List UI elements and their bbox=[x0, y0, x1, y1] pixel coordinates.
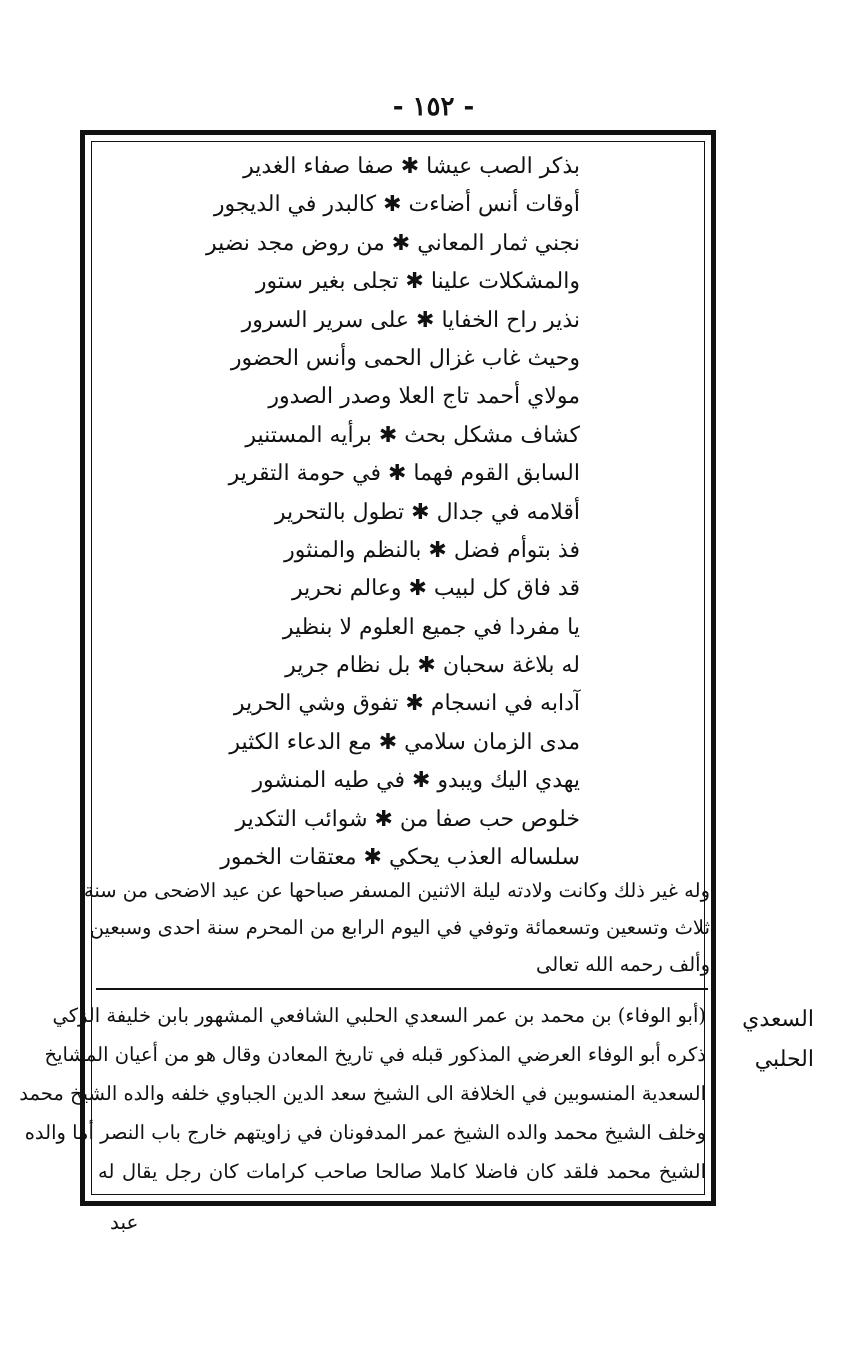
catchword: عبد bbox=[110, 1210, 139, 1234]
verse-line: وحيث غاب غزال الحمى وأنس الحضور bbox=[230, 345, 580, 371]
verse-line: نذير راح الخفايا ✱ على سرير السرور bbox=[241, 307, 580, 333]
margin-note-line: السعدي bbox=[742, 1007, 814, 1032]
verse-line: آدابه في انسجام ✱ تفوق وشي الحرير bbox=[233, 691, 580, 717]
verse-line: أوقات أنس أضاءت ✱ كالبدر في الديجور bbox=[213, 192, 580, 218]
verse-line: سلساله العذب يحكي ✱ معتقات الخمور bbox=[220, 845, 580, 871]
margin-note-line: الحلبي bbox=[754, 1047, 814, 1072]
entry-line: وخلف الشيخ محمد والده الشيخ عمر المدفونان في زاويتهم خارج باب النصر أما والده bbox=[24, 1121, 706, 1144]
verse-line: يا مفردا في جميع العلوم لا بنظير bbox=[282, 614, 580, 640]
biography-entry bbox=[19, 996, 706, 1191]
verse-line: أقلامه في جدال ✱ تطول بالتحرير bbox=[274, 499, 580, 525]
prose-line: وألف رحمه الله تعالى bbox=[536, 953, 710, 976]
entry-line: ذكره أبو الوفاء العرضي المذكور قبله في تاريخ المعادن وقال هو من أعيان المشايخ bbox=[44, 1043, 706, 1066]
verse-line: السابق القوم فهما ✱ في حومة التقرير bbox=[228, 461, 580, 487]
verse-line: له بلاغة سحبان ✱ بل نظام جرير bbox=[285, 653, 580, 679]
page-number: - ١٥٢ - bbox=[392, 92, 475, 122]
section-divider bbox=[96, 988, 708, 990]
verse-line: يهدي اليك ويبدو ✱ في طيه المنشور bbox=[252, 768, 580, 794]
entry-line: الشيخ محمد فلقد كان فاضلا كاملا صالحا صاحب كرامات كان رجل يقال له bbox=[98, 1160, 706, 1183]
poem-verses bbox=[205, 148, 580, 877]
entry-line: (أبو الوفاء) بن محمد بن عمر السعدي الحلبي الشافعي المشهور بابن خليفة الزكي bbox=[52, 1004, 706, 1027]
verse-line: قد فاق كل لبيب ✱ وعالم نحرير bbox=[292, 576, 580, 602]
verse-line: بذكر الصب عيشا ✱ صفا صفاء الغدير bbox=[243, 154, 580, 179]
verse-line: فذ بتوأم فضل ✱ بالنظم والمنثور bbox=[284, 537, 580, 563]
prose-line: ثلاث وتسعين وتسعمائة وتوفي في اليوم الرابع من المحرم سنة احدى وسبعين bbox=[89, 916, 710, 939]
verse-line: مدى الزمان سلامي ✱ مع الدعاء الكثير bbox=[229, 729, 580, 755]
verse-line: نجني ثمار المعاني ✱ من روض مجد نضير bbox=[205, 230, 580, 256]
verse-line: كشاف مشكل بحث ✱ برأيه المستنير bbox=[245, 422, 580, 448]
margin-note bbox=[724, 1000, 814, 1080]
verse-line: مولاي أحمد تاج العلا وصدر الصدور bbox=[268, 384, 580, 410]
verse-line: والمشكلات علينا ✱ تجلى بغير ستور bbox=[255, 269, 580, 295]
biography-closing-paragraph bbox=[83, 872, 710, 983]
prose-line: وله غير ذلك وكانت ولادته ليلة الاثنين المسفر صباحها عن عيد الاضحى من سنة bbox=[83, 879, 710, 902]
verse-line: خلوص حب صفا من ✱ شوائب التكدير bbox=[235, 806, 580, 832]
entry-line: السعدية المنسوبين في الخلافة الى الشيخ سعد الدين الجباوي خلفه والده الشيخ محمد bbox=[19, 1082, 706, 1105]
